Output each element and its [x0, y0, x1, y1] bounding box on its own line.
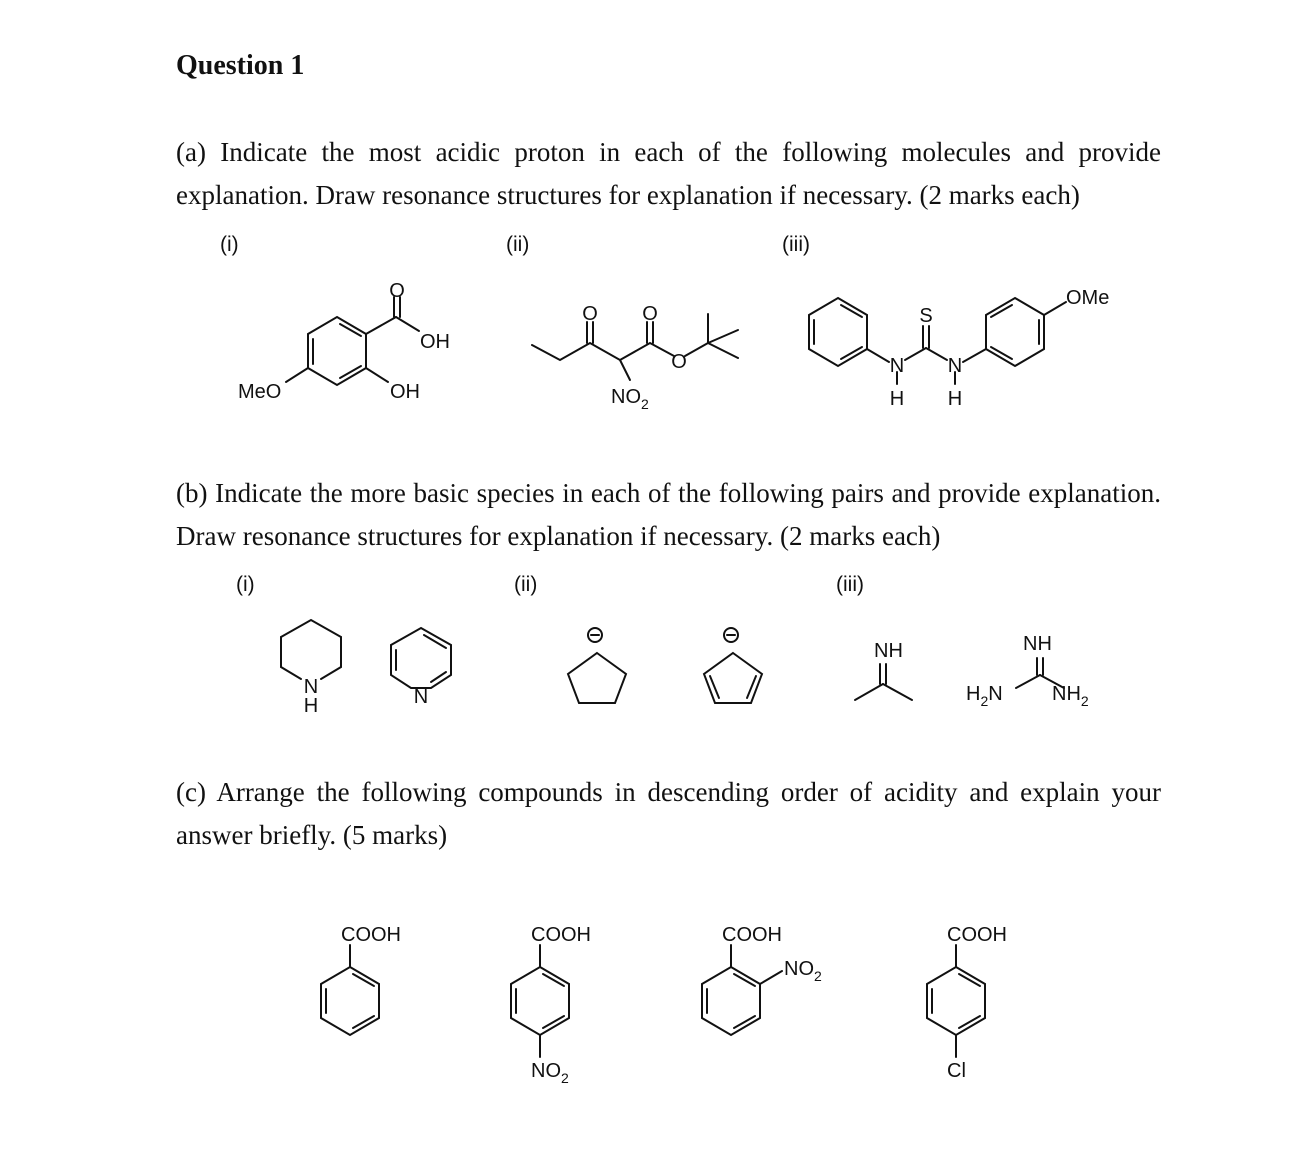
- atom-nh: NH: [1023, 633, 1052, 655]
- atom-nh: NH: [874, 640, 903, 662]
- atom-o: O: [671, 351, 687, 373]
- part-a-question: (a) Indicate the most acidic proton in each of the following molecules and provide explanation. Draw resonance structures for explanation if necessary. (2 marks each): [176, 137, 1161, 210]
- molecule-a-iii: [809, 298, 1066, 384]
- part-a-label-i: (i): [220, 233, 239, 256]
- compound-c-1: [321, 945, 379, 1035]
- atom-h: H: [303, 695, 319, 717]
- atom-n: N: [413, 686, 429, 708]
- atom-nh2: $NH_2$: [1052, 683, 1089, 709]
- atom-cooh: COOH: [341, 924, 401, 946]
- atom-o: O: [582, 303, 598, 325]
- part-a-label-ii: (ii): [506, 233, 530, 256]
- atom-cooh: COOH: [722, 924, 782, 946]
- part-c-question: (c) Arrange the following compounds in descending order of acidity and explain your answer briefly. (5 marks): [176, 777, 1161, 850]
- atom-n: N: [889, 355, 905, 377]
- atom-o: O: [389, 280, 405, 302]
- atom-h: H: [889, 388, 905, 410]
- atom-no2: $NO_2$: [531, 1060, 569, 1086]
- atom-n: N: [303, 676, 319, 698]
- molecule-a-ii: [532, 314, 738, 380]
- atom-cooh: COOH: [531, 924, 591, 946]
- atom-h: H: [947, 388, 963, 410]
- pair-b-ii: [568, 628, 762, 703]
- compound-c-2: [511, 945, 569, 1057]
- part-a-label-iii: (iii): [782, 233, 810, 256]
- atom-cooh: COOH: [947, 924, 1007, 946]
- atom-n: N: [947, 355, 963, 377]
- atom-cl: Cl: [947, 1060, 966, 1082]
- part-b-question: (b) Indicate the more basic species in each of the following pairs and provide explanation. Draw resonance structures for explanation if necessary. (2 marks each): [176, 478, 1161, 551]
- atom-meo: MeO: [238, 381, 282, 403]
- compound-c-3: [702, 945, 782, 1035]
- atom-oh: OH: [420, 331, 450, 353]
- atom-ome: OMe: [1066, 287, 1110, 309]
- atom-no2: $NO_2$: [611, 386, 649, 412]
- molecule-a-i: [286, 297, 419, 385]
- atom-o: O: [642, 303, 658, 325]
- atom-s: S: [919, 305, 933, 327]
- atom-oh: OH: [390, 381, 420, 403]
- question-title: Question 1: [176, 50, 305, 81]
- part-b-label-iii: (iii): [836, 573, 864, 596]
- part-b-label-ii: (ii): [514, 573, 538, 596]
- atom-h2n: $H_2N$: [966, 683, 1003, 709]
- part-b-label-i: (i): [236, 573, 255, 596]
- pair-b-iii: [855, 658, 1064, 700]
- compound-c-4: [927, 945, 985, 1057]
- atom-no2: $NO_2$: [784, 958, 822, 984]
